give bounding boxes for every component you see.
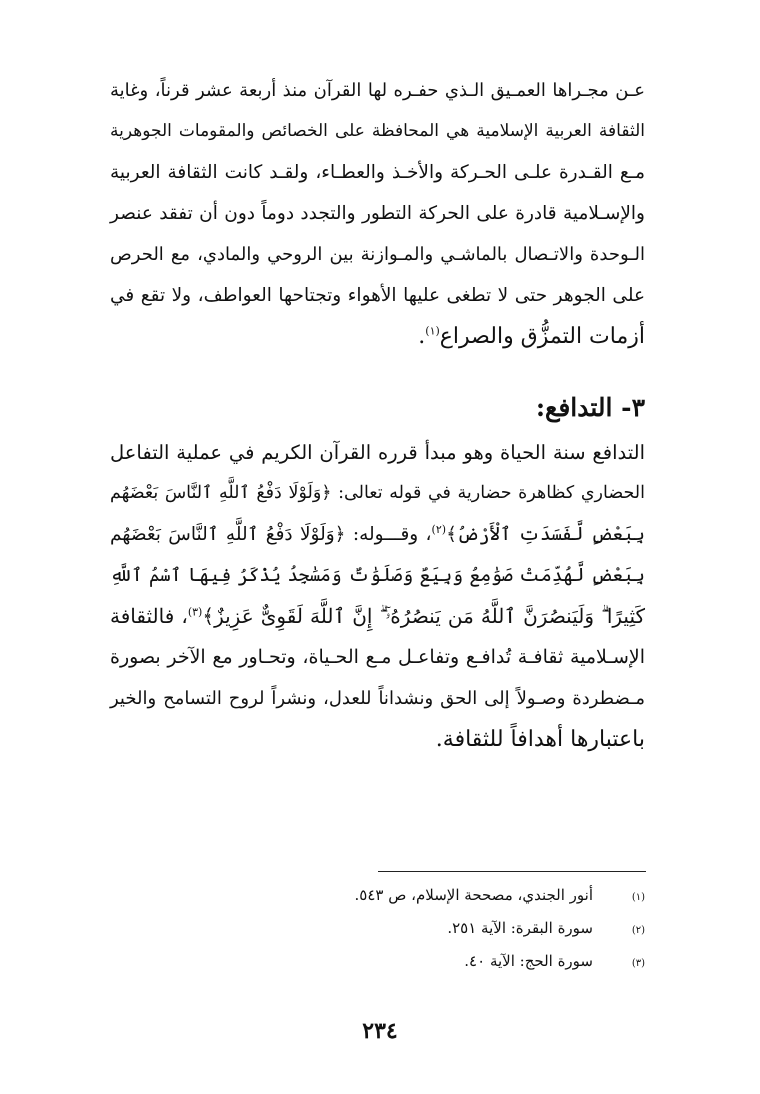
paragraph-2-line-2: الحضاري كظاهرة حضارية في قوله تعالى: ﴿وَلَوْلَا دَفْعُ ٱللَّهِ ٱلنَّاسَ بَعْضَهُم [110,483,645,503]
paragraph-1-line-6: على الجوهر حتى لا تطغى عليها الأهواء وتجتاحها العواطف، ولا تقع في [110,285,645,306]
paragraph-1-line-7-text: أزمات التمزُّق والصراع [439,324,645,349]
footnote-3-text: سورة الحج: الآية ٤٠. [464,952,593,970]
paragraph-2-line-7: مـضطردة وصـولاً إلى الحق ونشداناً للعدل، ونشراً لروح التسامح والخير [110,688,645,709]
paragraph-1-line-5: الـوحدة والاتـصال بالماشـي والمـوازنة بين الروحي والمادي، مع الحرص [110,244,645,265]
paragraph-1-line-4: والإسـلامية قادرة على الحركة التطور والتجدد دوماً دون أن تفقد عنصر [110,203,645,224]
paragraph-2-line-1: التدافع سنة الحياة وهو مبدأ قرره القرآن الكريم في عملية التفاعل [110,441,645,464]
footnote-divider [378,871,646,872]
footnote-1 [245,880,645,913]
paragraph-2-line-6: الإسـلامية ثقافـة تُدافـع وتفاعـل مـع الحـياة، وتحـاور مع الآخر بصورة [110,646,645,668]
footnote-2-text: سورة البقرة: الآية ٢٥١. [447,919,593,937]
section-heading: ٣- التدافع: [535,393,645,422]
paragraph-1-line-2: الثقافة العربية الإسلامية هي المحافظة على الخصائص والمقومات الجوهرية [110,121,645,141]
paragraph-1-line-7 [110,316,645,357]
paragraph-2-line-5 [110,596,645,637]
footnote-1-number: (١) [631,892,645,903]
paragraph-1 [110,70,645,357]
paragraph-1-line-3: مـع القـدرة علـى الحـركة والأخـذ والعطـاء، ولقـد كانت الثقافة العربية [110,162,645,183]
footnote-ref-1[interactable]: (١) [425,324,440,338]
paragraph-2-line-3 [110,514,645,555]
footnotes [245,880,645,979]
footnote-2 [245,913,645,946]
quran-verse-1-end: بِبَعْضٍ لَّفَسَدَتِ ٱلْأَرْضُ﴾ [446,524,645,545]
paragraph-2-line-8: باعتبارها أهدافاً للثقافة. [435,727,645,752]
quran-verse-2-end: كَثِيرًا ۗ وَلَيَنصُرَنَّ ٱللَّهُ مَن يَنصُرُهُۥٓ ۗ إِنَّ ٱللَّهَ لَقَوِىٌّ عَزِيزٌ﴾ [202,604,646,628]
footnote-ref-3[interactable]: (٣) [187,605,203,619]
quran-verse-2-start: ، وقـــوله: ﴿وَلَوْلَا دَفْعُ ٱللَّهِ ٱلنَّاسَ بَعْضَهُم [110,524,432,545]
paragraph-1-end-mark: . [418,324,426,349]
paragraph-2-line-4: بِبَعْضٍ لَّهُدِّمَتْ صَوَٰمِعُ وَبِيَعٌ وَصَلَوَٰتٌ وَمَسَٰجِدُ يُذْكَرُ فِيهَا ٱسْمُ ٱللَّهِ [110,565,645,586]
footnote-3 [245,946,645,979]
footnote-ref-2[interactable]: (٢) [431,522,447,536]
footnote-3-number: (٣) [631,958,645,969]
paragraph-2-line-5-tail: ، فالثقافة [110,604,188,628]
footnote-2-number: (٢) [631,925,645,936]
paragraph-2 [110,432,645,760]
footnote-1-text: أنور الجندي، مصححة الإسلام، ص ٥٤٣. [354,886,593,904]
page-number: ٢٣٤ [362,1018,398,1044]
paragraph-1-line-1: عـن مجـراها العمـيق الـذي حفـره لها القرآن منذ أربعة عشر قرناً، وغاية [110,80,645,101]
